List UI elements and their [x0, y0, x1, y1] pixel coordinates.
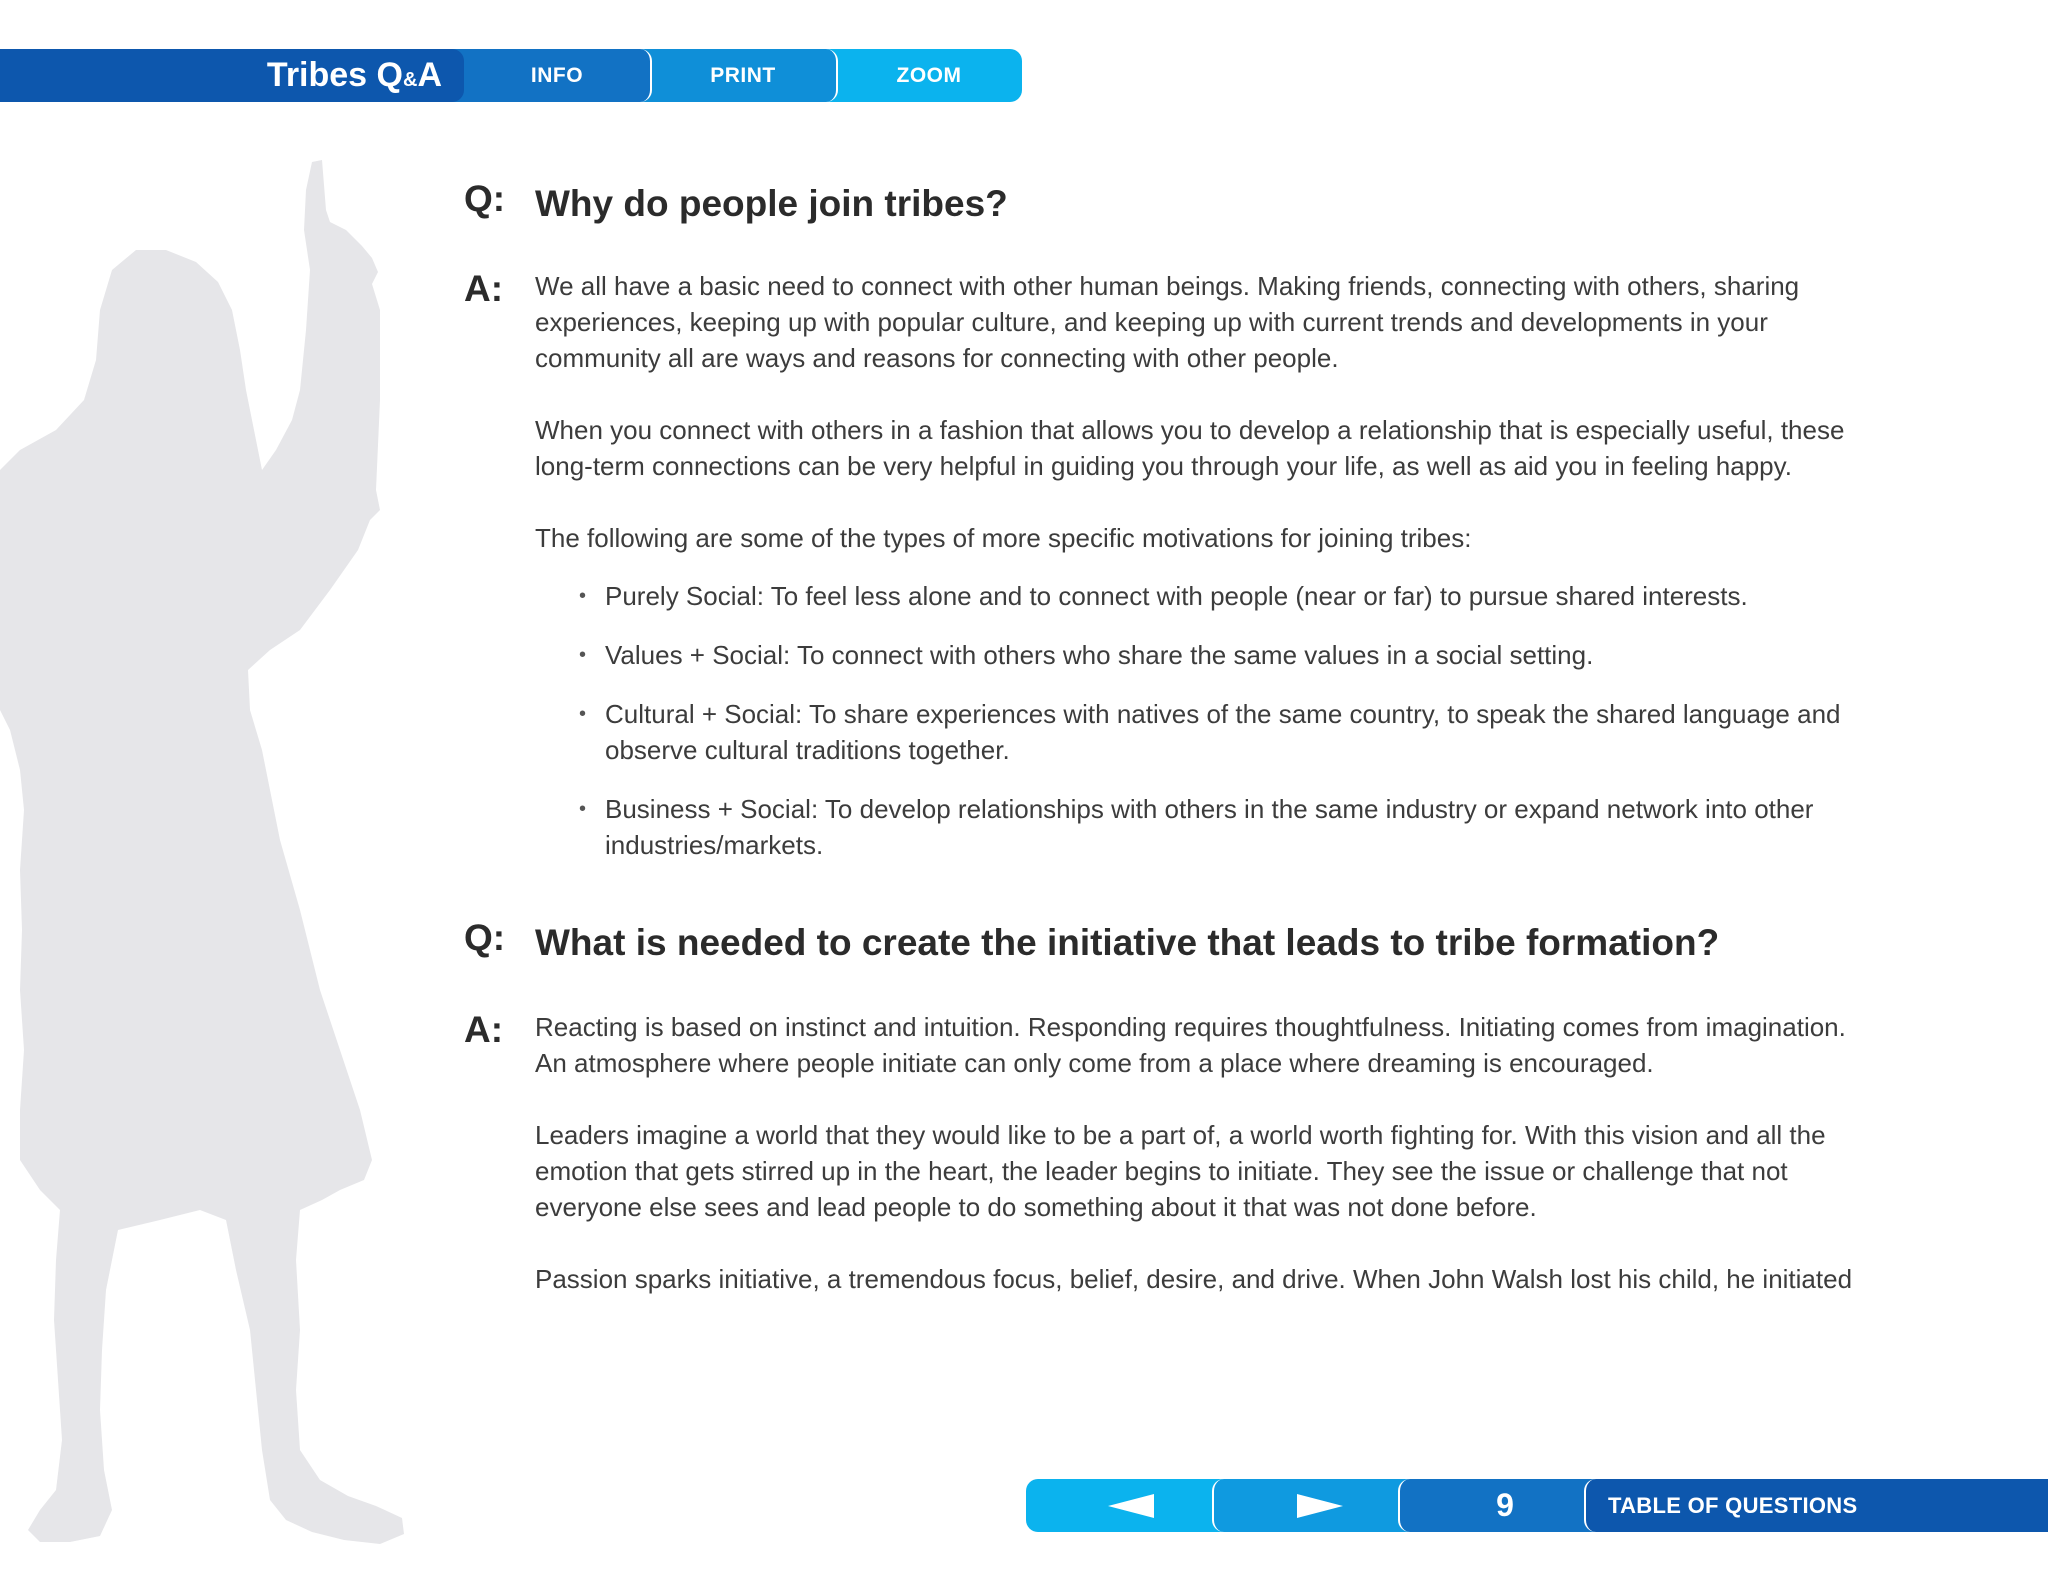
bullet-icon: •: [579, 703, 587, 725]
info-button[interactable]: INFO: [440, 49, 652, 102]
answer-1-paragraph-1: We all have a basic need to connect with other human beings. Making friends, connecting with others, sharing experiences, keeping up with popular culture, and keeping up with current trends and developments in your community all are ways and reasons for connecting with other people.: [535, 271, 1800, 373]
answer-1-paragraph-3: The following are some of the types of more specific motivations for joining tribes:: [535, 523, 1472, 553]
app-title-prefix: Tribes Q: [266, 56, 403, 94]
list-item: [535, 791, 1864, 863]
list-item: [535, 578, 1864, 614]
question-2-row: [464, 917, 1864, 969]
list-item-text: Purely Social: To feel less alone and to connect with people (near or far) to pursue shared interests.: [605, 581, 1748, 611]
bullet-icon: •: [579, 798, 587, 820]
answer-marker: A:: [464, 1009, 504, 1050]
answer-marker: A:: [464, 268, 504, 309]
question-1-heading: Why do people join tribes?: [535, 183, 1008, 224]
list-item: [535, 696, 1864, 768]
page-number: 9: [1398, 1479, 1610, 1532]
table-of-questions-button[interactable]: TABLE OF QUESTIONS: [1584, 1479, 2048, 1532]
bullet-icon: •: [579, 644, 587, 666]
list-item-text: Values + Social: To connect with others who share the same values in a social setting.: [605, 640, 1594, 670]
question-2-heading: What is needed to create the initiative that leads to tribe formation?: [535, 922, 1720, 963]
app-title: [0, 49, 464, 102]
answer-2-paragraph-1: Reacting is based on instinct and intuition. Responding requires thoughtfulness. Initiating comes from imagination. An atmosphere where people initiate can only come from a place where dreaming is encouraged.: [535, 1012, 1846, 1078]
answer-1-block: [464, 268, 1864, 863]
left-arrow-icon: [1108, 1494, 1156, 1518]
bullet-icon: •: [579, 585, 587, 607]
question-1-row: [464, 178, 1864, 230]
answer-2-paragraph-3: Passion sparks initiative, a tremendous focus, belief, desire, and drive. When John Walsh lost his child, he initiated: [535, 1264, 1853, 1294]
list-item-text: Business + Social: To develop relationships with others in the same industry or expand network into other industries/markets.: [605, 794, 1814, 860]
top-navigation: [0, 49, 1022, 102]
right-arrow-icon: [1295, 1494, 1343, 1518]
bottom-navigation: [1026, 1479, 2048, 1532]
question-marker: Q:: [464, 917, 506, 958]
previous-page-button[interactable]: [1026, 1479, 1238, 1532]
list-item-text: Cultural + Social: To share experiences with natives of the same country, to speak the shared language and observe cultural traditions together.: [605, 699, 1841, 765]
app-title-ampersand: &: [402, 69, 418, 91]
next-page-button[interactable]: [1212, 1479, 1424, 1532]
pointing-person-silhouette-icon: [0, 150, 420, 1570]
app-title-suffix: A: [417, 56, 442, 94]
question-marker: Q:: [464, 178, 506, 219]
answer-2-paragraph-2: Leaders imagine a world that they would like to be a part of, a world worth fighting for. With this vision and all the emotion that gets stirred up in the heart, the leader begins to initiate. They see the issue or challenge that not everyone else sees and lead people to do something about it that was not done before.: [535, 1120, 1826, 1222]
zoom-button[interactable]: ZOOM: [812, 49, 1022, 102]
print-button[interactable]: PRINT: [626, 49, 838, 102]
list-item: [535, 637, 1864, 673]
motivations-list: [535, 578, 1864, 863]
answer-2-block: [464, 1009, 1864, 1297]
qa-content: [464, 178, 1864, 1297]
answer-1-paragraph-2: When you connect with others in a fashion that allows you to develop a relationship that is especially useful, these long-term connections can be very helpful in guiding you through your life, as well as aid you in feeling happy.: [535, 415, 1845, 481]
